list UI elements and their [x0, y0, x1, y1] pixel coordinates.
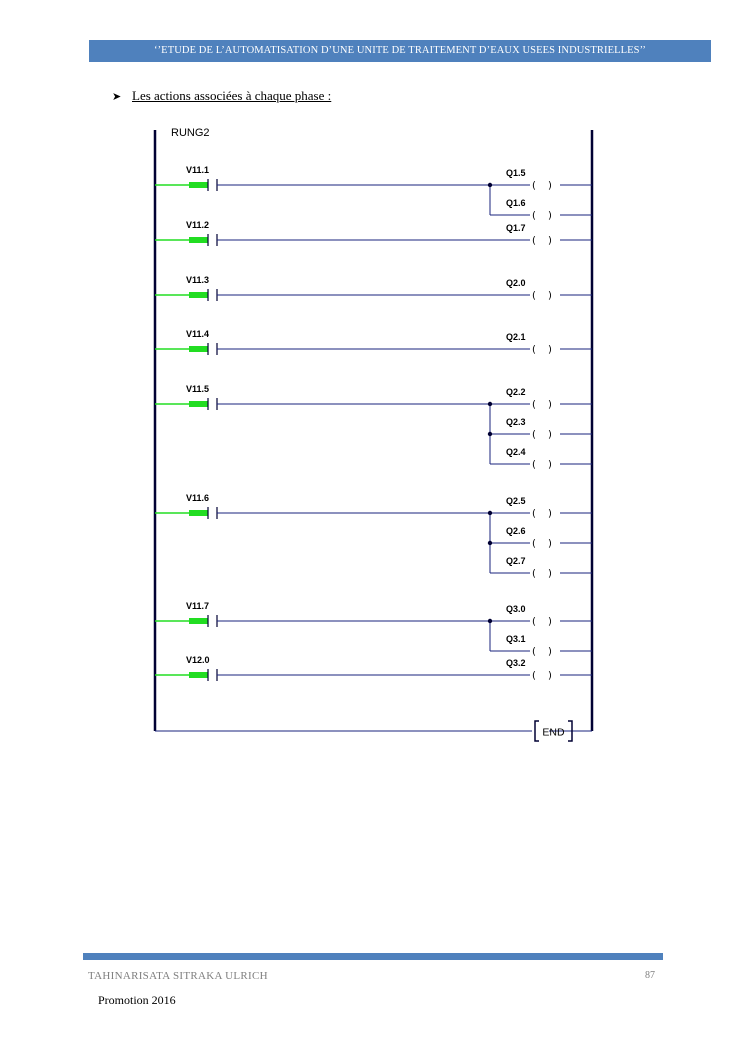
- coil-label: Q2.6: [506, 526, 526, 536]
- contact-label: V11.3: [186, 275, 210, 285]
- coil-label: Q3.0: [506, 604, 526, 614]
- ladder-diagram: [140, 120, 610, 750]
- contact-active-indicator: [189, 510, 208, 516]
- branch-junction-dot: [488, 511, 492, 515]
- footer-promotion: Promotion 2016: [98, 993, 176, 1007]
- contact-active-indicator: [189, 401, 208, 407]
- coil-paren-left: (: [532, 616, 536, 628]
- contact-label: V11.2: [186, 220, 210, 230]
- branch-junction-dot: [488, 432, 492, 436]
- coil-paren-right: ): [548, 344, 552, 356]
- footer-divider: [83, 953, 663, 960]
- branch-junction-dot: [488, 183, 492, 187]
- contact-active-indicator: [189, 237, 208, 243]
- coil-paren-right: ): [548, 670, 552, 682]
- coil-paren-right: ): [548, 180, 552, 192]
- coil-label: Q2.1: [506, 332, 526, 342]
- coil-paren-right: ): [548, 646, 552, 658]
- coil-label: Q1.7: [506, 223, 526, 233]
- coil-label: Q3.1: [506, 634, 526, 644]
- section-heading-text: Les actions associées à chaque phase :: [132, 88, 332, 103]
- branch-junction-dot: [488, 402, 492, 406]
- coil-label: Q2.5: [506, 496, 526, 506]
- branch-junction-dot: [488, 541, 492, 545]
- contact-label: V11.6: [186, 493, 210, 503]
- end-label: END: [542, 726, 565, 739]
- contact-label: V11.4: [186, 329, 210, 339]
- coil-paren-left: (: [532, 290, 536, 302]
- contact-label: V12.0: [186, 655, 210, 665]
- coil-paren-left: (: [532, 646, 536, 658]
- contact-active-indicator: [189, 346, 208, 352]
- coil-label: Q1.5: [506, 168, 526, 178]
- document-header-title: ‘’ETUDE DE L’AUTOMATISATION D’UNE UNITE DE TRAITEMENT D’EAUX USEES INDUSTRIELLES’’: [89, 40, 711, 62]
- coil-paren-left: (: [532, 568, 536, 580]
- footer-author: TAHINARISATA SITRAKA ULRICH: [88, 970, 268, 982]
- coil-paren-right: ): [548, 235, 552, 247]
- rung-label: RUNG2: [171, 127, 210, 139]
- coil-paren-right: ): [548, 538, 552, 550]
- coil-paren-right: ): [548, 459, 552, 471]
- coil-paren-right: ): [548, 568, 552, 580]
- coil-paren-left: (: [532, 508, 536, 520]
- coil-paren-left: (: [532, 538, 536, 550]
- coil-paren-right: ): [548, 616, 552, 628]
- coil-label: Q2.7: [506, 556, 526, 566]
- section-heading: [112, 88, 331, 104]
- coil-paren-right: ): [548, 290, 552, 302]
- coil-paren-left: (: [532, 210, 536, 222]
- coil-paren-right: ): [548, 508, 552, 520]
- coil-paren-left: (: [532, 670, 536, 682]
- end-bracket-left: [535, 721, 539, 741]
- coil-label: Q2.0: [506, 278, 526, 288]
- branch-junction-dot: [488, 619, 492, 623]
- coil-paren-left: (: [532, 459, 536, 471]
- contact-active-indicator: [189, 292, 208, 298]
- coil-label: Q2.2: [506, 387, 526, 397]
- coil-label: Q2.4: [506, 447, 526, 457]
- coil-paren-left: (: [532, 180, 536, 192]
- coil-paren-right: ): [548, 429, 552, 441]
- page-number: 87: [645, 970, 655, 981]
- arrowhead-bullet-icon: ➤: [112, 91, 122, 103]
- contact-active-indicator: [189, 618, 208, 624]
- coil-paren-left: (: [532, 344, 536, 356]
- coil-paren-left: (: [532, 429, 536, 441]
- contact-active-indicator: [189, 672, 208, 678]
- contact-label: V11.5: [186, 384, 210, 394]
- coil-paren-right: ): [548, 210, 552, 222]
- coil-paren-left: (: [532, 399, 536, 411]
- contact-active-indicator: [189, 182, 208, 188]
- contact-label: V11.1: [186, 165, 210, 175]
- coil-label: Q2.3: [506, 417, 526, 427]
- contact-label: V11.7: [186, 601, 210, 611]
- coil-label: Q1.6: [506, 198, 526, 208]
- coil-paren-right: ): [548, 399, 552, 411]
- coil-paren-left: (: [532, 235, 536, 247]
- coil-label: Q3.2: [506, 658, 526, 668]
